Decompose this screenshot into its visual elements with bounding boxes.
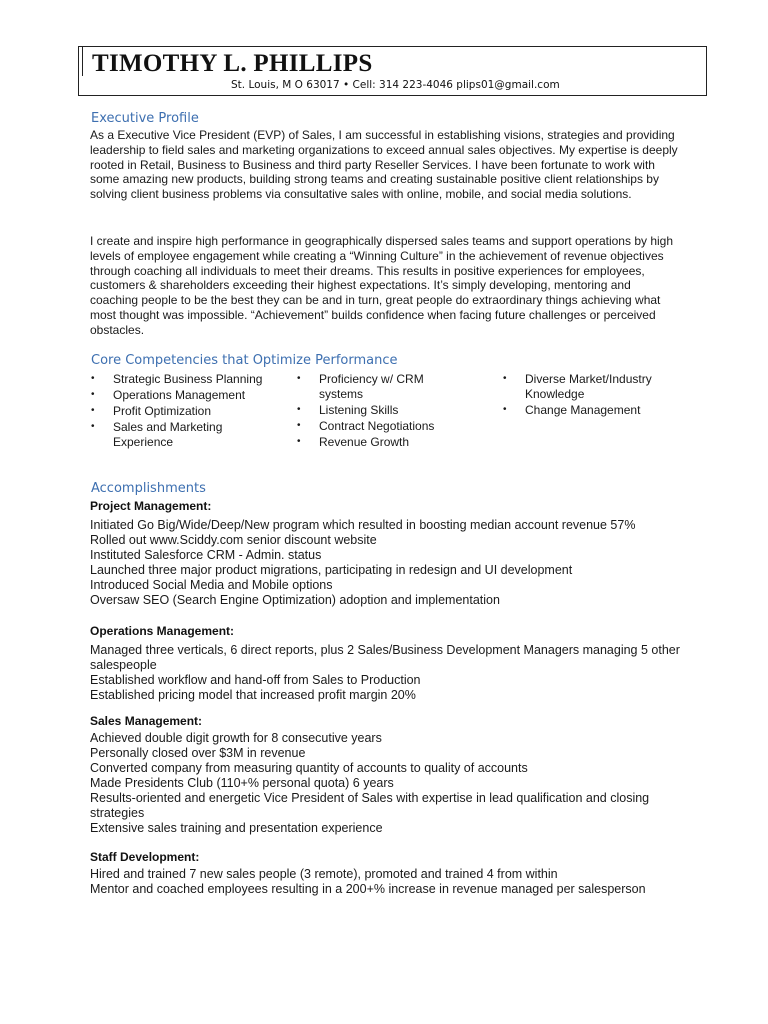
- operations-management-list: [90, 643, 705, 703]
- list-item: Extensive sales training and presentation experience: [90, 821, 383, 835]
- profile-paragraph-2: I create and inspire high performance in geographically dispersed sales teams and support operations by high levels of employee engagement while creating a “Winning Culture” in the achievement of revenue objectives through coaching all individuals to meet their dreams. This results in positive experiences for employees, customers & shareholders exceeding their highest expectations. It’s simply developing, mentoring and coaching people to be the best they can be and in turn, great people do extraordinary things achieving what most thought was impossible. “Achievement” builds confidence when facing future challenges or perceived obstacles.: [90, 234, 674, 337]
- list-item: Initiated Go Big/Wide/Deep/New program which resulted in boosting median account revenue 57%: [90, 518, 636, 532]
- list-item: Results-oriented and energetic Vice President of Sales with expertise in lead qualification and closing strategies: [90, 791, 650, 820]
- project-management-list: [90, 518, 690, 608]
- list-item: Instituted Salesforce CRM - Admin. status: [90, 548, 322, 562]
- competency-item: • Strategic Business Planning: [91, 372, 286, 387]
- list-item: Made Presidents Club (110+% personal quota) 6 years: [90, 776, 394, 790]
- profile-paragraph-1: As a Executive Vice President (EVP) of Sales, I am successful in establishing visions, strategies and providing leadership to field sales and marketing organizations to exceed annual sales objectives. My expertise is deeply rooted in Retail, Business to Business and third party Reseller Services. I have been fortunate to work with some amazing new products, building strong teams and creating sustainable positive client relationships by solving client business problems via consultative sales with online, mobile, and social media solutions.: [90, 128, 678, 202]
- list-item: Hired and trained 7 new sales people (3 remote), promoted and trained 4 from within: [90, 867, 558, 881]
- operations-management-heading: Operations Management:: [90, 624, 235, 638]
- core-competencies-title: Core Competencies that Optimize Performance: [91, 353, 398, 368]
- list-item: Converted company from measuring quantity of accounts to quality of accounts: [90, 761, 528, 775]
- competency-column-1: [91, 372, 286, 451]
- list-item: Launched three major product migrations, participating in redesign and UI development: [90, 563, 573, 577]
- list-item: Introduced Social Media and Mobile options: [90, 578, 333, 592]
- competency-item: • Diverse Market/Industry Knowledge: [503, 372, 675, 402]
- competency-item: • Operations Management: [91, 388, 286, 403]
- contact-info: St. Louis, M O 63017 • Cell: 314 223-4046 plips01@gmail.com: [231, 79, 560, 91]
- staff-development-heading: Staff Development:: [90, 850, 200, 864]
- staff-development-list: [90, 867, 650, 897]
- project-management-heading: Project Management:: [90, 499, 212, 513]
- competency-column-2: [297, 372, 492, 451]
- competency-item: • Sales and Marketing Experience: [91, 420, 233, 450]
- competency-item: • Profit Optimization: [91, 404, 286, 419]
- list-item: Managed three verticals, 6 direct reports, plus 2 Sales/Business Development Managers managing 5 other salespeople: [90, 643, 680, 672]
- competency-item: • Change Management: [503, 403, 698, 418]
- sales-management-heading: Sales Management:: [90, 714, 203, 728]
- executive-profile-title: Executive Profile: [91, 111, 199, 126]
- competency-item: • Contract Negotiations: [297, 419, 492, 434]
- list-item: Mentor and coached employees resulting in a 200+% increase in revenue managed per salesperson: [90, 882, 646, 896]
- accomplishments-title: Accomplishments: [91, 481, 206, 496]
- list-item: Achieved double digit growth for 8 consecutive years: [90, 731, 382, 745]
- list-item: Oversaw SEO (Search Engine Optimization) adoption and implementation: [90, 593, 500, 607]
- list-item: Established pricing model that increased profit margin 20%: [90, 688, 416, 702]
- list-item: Established workflow and hand-off from Sales to Production: [90, 673, 421, 687]
- header-margin-mark: [78, 46, 83, 76]
- list-item: Personally closed over $3M in revenue: [90, 746, 306, 760]
- competency-item: • Revenue Growth: [297, 435, 492, 450]
- competency-column-3: [503, 372, 698, 419]
- competency-item: • Listening Skills: [297, 403, 492, 418]
- resume-name: TIMOTHY L. PHILLIPS: [92, 50, 373, 77]
- list-item: Rolled out www.Sciddy.com senior discount website: [90, 533, 377, 547]
- sales-management-list: [90, 731, 665, 836]
- competency-item: • Proficiency w/ CRM systems: [297, 372, 439, 402]
